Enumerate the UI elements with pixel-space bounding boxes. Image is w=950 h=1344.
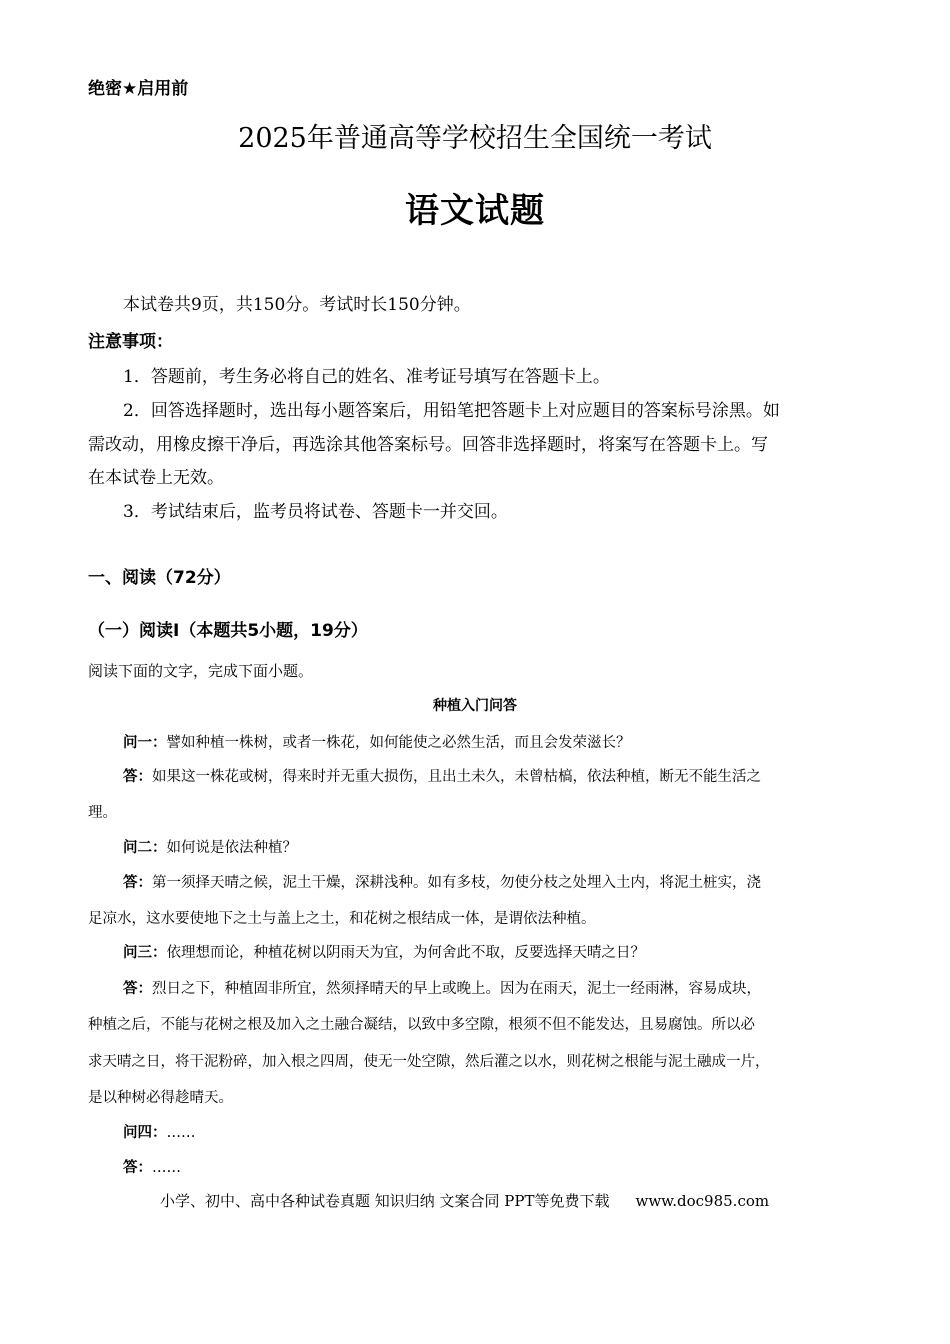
question-3-text: 依理想而论，种植花树以阴雨天为宜，为何舍此不取，反要选择天晴之日？ <box>166 945 645 961</box>
notes-heading: 注意事项： <box>88 332 173 352</box>
answer-3-text: 烈日之下，种植固非所宜，然须择晴天的早上或晚上。因为在雨天，泥土一经雨淋，容易成块， <box>152 981 761 997</box>
notes-item-2-line-3: 在本试卷上无效。 <box>88 468 224 488</box>
answer-2-label: 答： <box>123 875 152 891</box>
question-3 <box>123 941 645 962</box>
answer-1-text: 如果这一株花或树，得来时并无重大损伤，且出土未久，未曾枯槁，依法种植，断无不能生活之 <box>152 769 761 785</box>
question-1-text: 譬如种植一株树，或者一株花，如何能使之必然生活，而且会发荣滋长？ <box>166 735 631 751</box>
answer-4 <box>123 1156 181 1177</box>
notes-item-1: 1．答题前，考生务必将自己的姓名、准考证号填写在答题卡上。 <box>123 367 610 387</box>
answer-1-line-2: 理。 <box>88 805 117 821</box>
page-footer <box>160 1190 769 1211</box>
question-4-text: …… <box>166 1125 196 1141</box>
subject-title: 语文试题 <box>405 191 545 231</box>
section-instruction: 阅读下面的文字，完成下面小题。 <box>88 662 314 680</box>
footer-text: 小学、初中、高中各种试卷真题 知识归纳 文案合同 PPT等免费下载 <box>160 1192 610 1210</box>
question-3-label: 问三： <box>123 945 167 961</box>
question-1-label: 问一： <box>123 735 167 751</box>
answer-3-line-2: 种植之后，不能与花树之根及加入之土融合凝结，以致中多空隙，根须不但不能发达，且易腐蚀。所以必 <box>88 1017 755 1033</box>
question-1 <box>123 731 631 752</box>
answer-2-line-2: 足凉水，这水要使地下之土与盖上之土，和花树之根结成一体，是谓依法种植。 <box>88 911 596 927</box>
answer-3-label: 答： <box>123 981 152 997</box>
article-title: 种植入门问答 <box>433 698 517 714</box>
footer-url[interactable]: www.doc985.com <box>635 1192 770 1210</box>
answer-4-text: …… <box>152 1160 181 1176</box>
question-2-label: 问二： <box>123 840 167 856</box>
exam-title: 2025年普通高等学校招生全国统一考试 <box>238 123 712 154</box>
question-2 <box>123 836 297 857</box>
question-4-label: 问四： <box>123 1125 167 1141</box>
section-title: 一、阅读（72分） <box>88 568 231 588</box>
notes-item-2-line-1: 2．回答选择题时，选出每小题答案后，用铅笔把答题卡上对应题目的答案标号涂黑。如 <box>123 401 780 421</box>
section-subtitle: （一）阅读I（本题共5小题，19分） <box>88 621 368 641</box>
answer-3-line-1 <box>123 977 761 998</box>
answer-4-label: 答： <box>123 1160 152 1176</box>
question-2-text: 如何说是依法种植？ <box>166 840 297 856</box>
answer-3-line-3: 求天晴之日，将干泥粉碎，加入根之四周，使无一处空隙，然后灌之以水，则花树之根能与泥土融成一片， <box>88 1054 770 1070</box>
question-4 <box>123 1121 196 1142</box>
answer-1-label: 答： <box>123 769 152 785</box>
notes-item-2-line-2: 需改动，用橡皮擦干净后，再选涂其他答案标号。回答非选择题时，将案写在答题卡上。写 <box>88 435 768 455</box>
answer-3-line-4: 是以种树必得趁晴天。 <box>88 1090 233 1106</box>
answer-1-line-1 <box>123 765 761 786</box>
secret-mark: 绝密★启用前 <box>88 79 189 99</box>
notes-item-3: 3．考试结束后，监考员将试卷、答题卡一并交回。 <box>123 502 508 522</box>
answer-2-line-1 <box>123 871 761 892</box>
intro-text: 本试卷共9页，共150分。考试时长150分钟。 <box>123 295 471 315</box>
answer-2-text: 第一须择天晴之候，泥土干燥，深耕浅种。如有多枝，勿使分枝之处埋入土内，将泥土桩实，浇 <box>152 875 761 891</box>
